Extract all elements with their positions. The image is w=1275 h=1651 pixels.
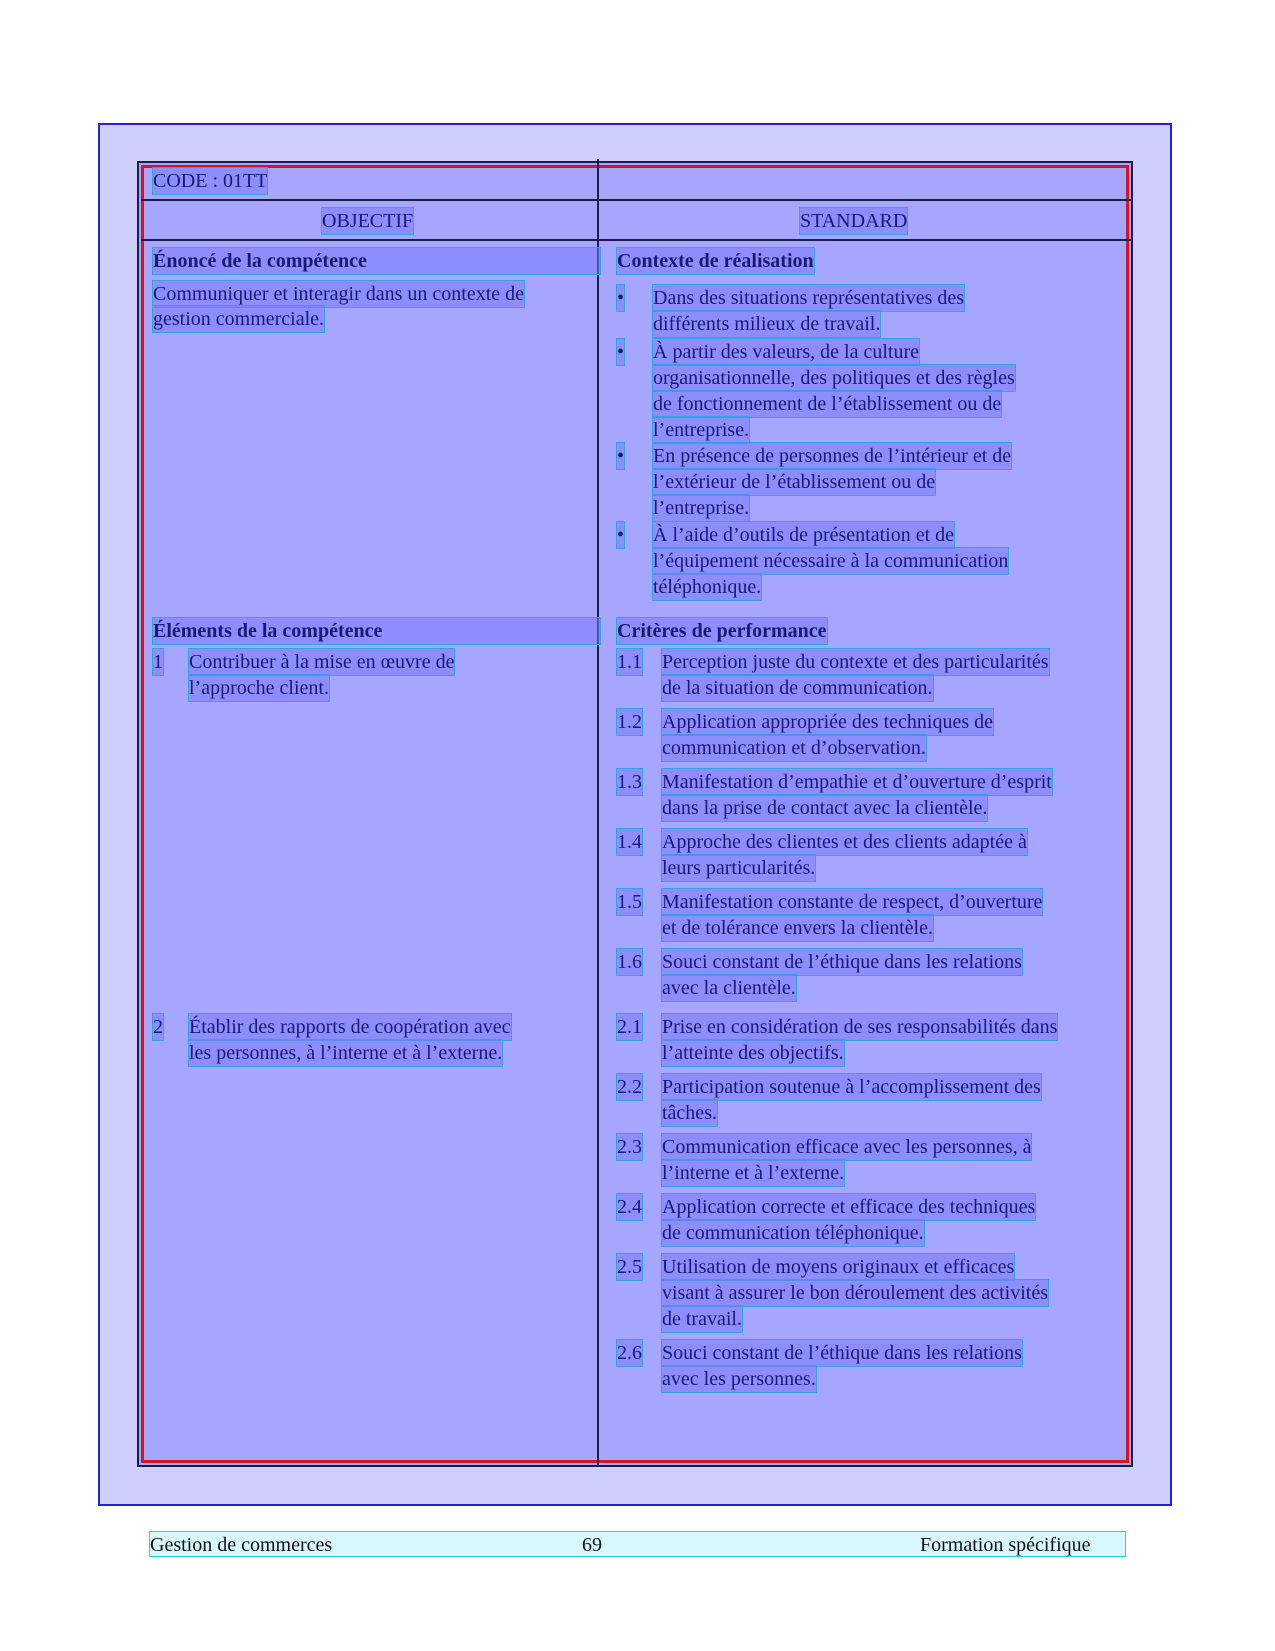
critere-line: Souci constant de l’éthique dans les relations xyxy=(662,951,1022,973)
page-number: 69 xyxy=(582,1534,602,1556)
bullet-icon: • xyxy=(617,287,625,309)
element-line: l’approche client. xyxy=(189,677,329,699)
competence-code: CODE : 01TT xyxy=(153,170,268,192)
critere-line: avec les personnes. xyxy=(662,1368,816,1390)
contexte-heading: Contexte de réalisation xyxy=(617,250,814,272)
enonce-line: gestion commerciale. xyxy=(153,308,325,330)
critere-line: Participation soutenue à l’accomplissement des xyxy=(662,1076,1041,1098)
critere-line: de la situation de communication. xyxy=(662,677,933,699)
critere-line: visant à assurer le bon déroulement des activités xyxy=(662,1282,1048,1304)
column-header-standard: STANDARD xyxy=(800,210,908,232)
contexte-item-line: En présence de personnes de l’intérieur et de xyxy=(653,445,1012,467)
critere-line: Application correcte et efficace des techniques xyxy=(662,1196,1036,1218)
critere-number: 2.6 xyxy=(617,1342,642,1364)
bullet-icon: • xyxy=(617,524,625,546)
enonce-heading: Énoncé de la compétence xyxy=(153,248,600,274)
critere-line: Application appropriée des techniques de xyxy=(662,711,993,733)
element-line: Établir des rapports de coopération avec xyxy=(189,1016,511,1038)
critere-line: Utilisation de moyens originaux et efficaces xyxy=(662,1256,1015,1278)
critere-line: Manifestation d’empathie et d’ouverture d’esprit xyxy=(662,771,1052,793)
critere-line: de travail. xyxy=(662,1308,742,1330)
contexte-item-line: À l’aide d’outils de présentation et de xyxy=(653,524,955,546)
footer-right: Formation spécifique xyxy=(920,1534,1091,1556)
critere-number: 1.6 xyxy=(617,951,642,973)
contexte-item-line: À partir des valeurs, de la culture xyxy=(653,341,920,363)
critere-line: l’atteinte des objectifs. xyxy=(662,1042,844,1064)
critere-line: communication et d’observation. xyxy=(662,737,926,759)
critere-line: Communication efficace avec les personnes, à xyxy=(662,1136,1032,1158)
critere-line: et de tolérance envers la clientèle. xyxy=(662,917,933,939)
header-divider-bottom xyxy=(141,239,1131,241)
column-divider-lower xyxy=(597,799,599,1465)
bullet-icon: • xyxy=(617,341,625,363)
critere-number: 2.1 xyxy=(617,1016,642,1038)
critere-line: l’interne et à l’externe. xyxy=(662,1162,845,1184)
bullet-icon: • xyxy=(617,445,625,467)
header-divider-top xyxy=(141,199,1131,201)
critere-line: Souci constant de l’éthique dans les relations xyxy=(662,1342,1022,1364)
element-line: Contribuer à la mise en œuvre de xyxy=(189,651,455,673)
elements-heading: Éléments de la compétence xyxy=(153,618,600,644)
contexte-item-line: de fonctionnement de l’établissement ou de xyxy=(653,393,1002,415)
contexte-item-line: téléphonique. xyxy=(653,576,762,598)
critere-line: avec la clientèle. xyxy=(662,977,796,999)
critere-line: de communication téléphonique. xyxy=(662,1222,924,1244)
column-header-objectif: OBJECTIF xyxy=(322,210,414,232)
critere-number: 1.4 xyxy=(617,831,642,853)
footer-left: Gestion de commerces xyxy=(150,1534,333,1556)
critere-number: 1.1 xyxy=(617,651,642,673)
critere-number: 2.3 xyxy=(617,1136,642,1158)
critere-number: 2.2 xyxy=(617,1076,642,1098)
contexte-item-line: l’extérieur de l’établissement ou de xyxy=(653,471,936,493)
enonce-line: Communiquer et interagir dans un contexte de xyxy=(153,283,525,305)
contexte-item-line: organisationnelle, des politiques et des règles xyxy=(653,367,1015,389)
contexte-item-line: différents milieux de travail. xyxy=(653,313,881,335)
critere-number: 2.4 xyxy=(617,1196,642,1218)
contexte-item-line: Dans des situations représentatives des xyxy=(653,287,965,309)
element-line: les personnes, à l’interne et à l’externe. xyxy=(189,1042,503,1064)
contexte-item-line: l’entreprise. xyxy=(653,419,750,441)
critere-number: 1.2 xyxy=(617,711,642,733)
critere-line: tâches. xyxy=(662,1102,717,1124)
critere-line: Perception juste du contexte et des particularités xyxy=(662,651,1049,673)
contexte-item-line: l’équipement nécessaire à la communication xyxy=(653,550,1009,572)
critere-number: 2.5 xyxy=(617,1256,642,1278)
critere-line: Approche des clientes et des clients adaptée à xyxy=(662,831,1027,853)
element-number: 2 xyxy=(153,1016,163,1038)
critere-line: Manifestation constante de respect, d’ouverture xyxy=(662,891,1043,913)
critere-line: dans la prise de contact avec la clientèle. xyxy=(662,797,988,819)
critere-line: leurs particularités. xyxy=(662,857,816,879)
criteres-heading: Critères de performance xyxy=(617,620,827,642)
critere-line: Prise en considération de ses responsabilités dans xyxy=(662,1016,1058,1038)
critere-number: 1.5 xyxy=(617,891,642,913)
critere-number: 1.3 xyxy=(617,771,642,793)
contexte-item-line: l’entreprise. xyxy=(653,497,750,519)
element-number: 1 xyxy=(153,651,163,673)
